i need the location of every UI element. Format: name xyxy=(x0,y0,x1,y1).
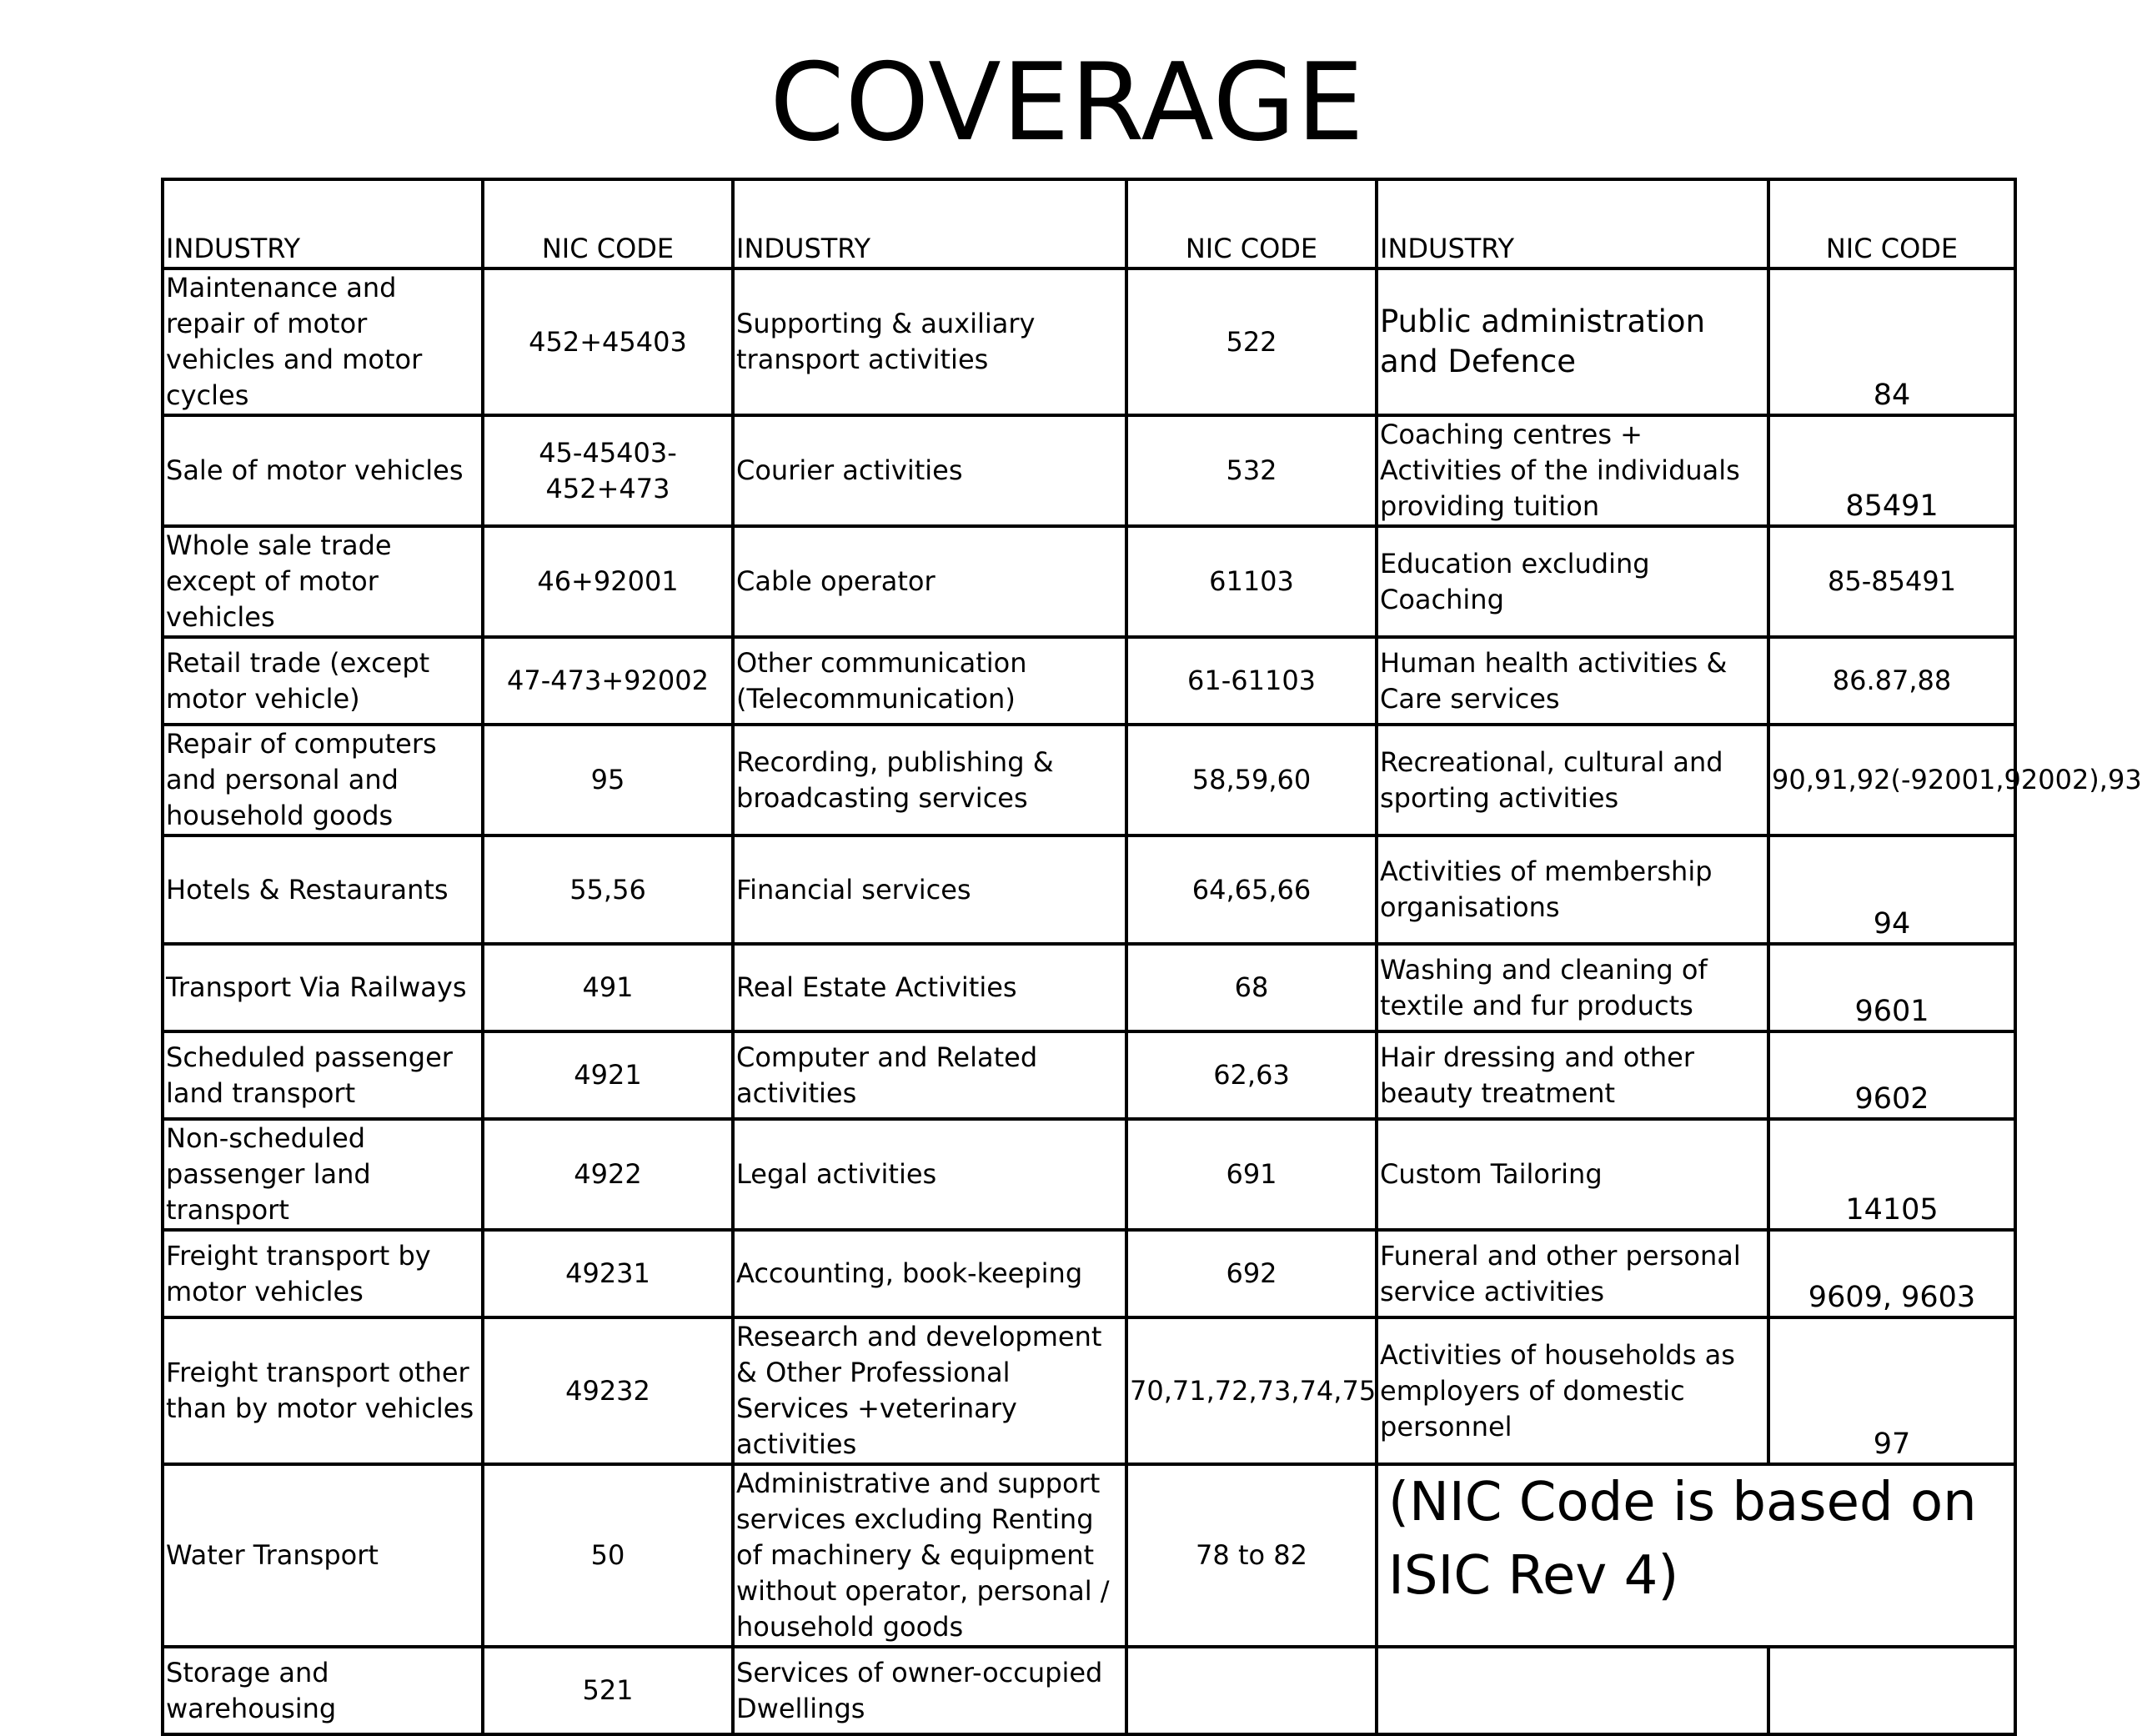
industry-cell: Recreational, cultural and sporting activities xyxy=(1377,725,1768,835)
nic-code-cell: 14105 xyxy=(1768,1119,2015,1230)
nic-code-cell: 84 xyxy=(1768,268,2015,415)
table-row xyxy=(163,1464,2015,1647)
page-title: COVERAGE xyxy=(770,41,1365,165)
nic-code-cell: 64,65,66 xyxy=(1126,835,1377,944)
industry-cell: Whole sale trade except of motor vehicles xyxy=(163,526,483,637)
industry-cell: Freight transport other than by motor vehicles xyxy=(163,1317,483,1464)
nic-code-cell: 49232 xyxy=(483,1317,733,1464)
industry-cell: Custom Tailoring xyxy=(1377,1119,1768,1230)
table-row xyxy=(163,415,2015,526)
table-row xyxy=(163,1230,2015,1317)
nic-code-cell: 45-45403-452+473 xyxy=(483,415,733,526)
nic-code-cell: 85-85491 xyxy=(1768,526,2015,637)
industry-cell: Administrative and support services excluding Renting of machinery & equipment without operator, personal / household goods xyxy=(733,1464,1126,1647)
table-row xyxy=(163,526,2015,637)
industry-cell: Retail trade (except motor vehicle) xyxy=(163,637,483,725)
isic-note: (NIC Code is based on ISIC Rev 4) xyxy=(1377,1464,2015,1647)
nic-code-cell: 90,91,92(-92001,92002),93 xyxy=(1768,725,2015,835)
nic-code-cell xyxy=(1768,1647,2015,1734)
industry-cell: Maintenance and repair of motor vehicles and motor cycles xyxy=(163,268,483,415)
industry-cell: Washing and cleaning of textile and fur products xyxy=(1377,944,1768,1031)
industry-cell: Funeral and other personal service activities xyxy=(1377,1230,1768,1317)
nic-code-cell: 78 to 82 xyxy=(1126,1464,1377,1647)
nic-code-cell xyxy=(1126,1647,1377,1734)
coverage-table xyxy=(161,178,2142,1736)
nic-code-cell: 49231 xyxy=(483,1230,733,1317)
industry-cell: Freight transport by motor vehicles xyxy=(163,1230,483,1317)
industry-cell: Storage and warehousing xyxy=(163,1647,483,1734)
nic-code-cell: 491 xyxy=(483,944,733,1031)
nic-code-cell: 691 xyxy=(1126,1119,1377,1230)
industry-cell xyxy=(1377,1647,1768,1734)
nic-code-cell: 61-61103 xyxy=(1126,637,1377,725)
table-row xyxy=(163,1647,2015,1734)
nic-code-cell: 97 xyxy=(1768,1317,2015,1464)
header-industry: INDUSTRY xyxy=(1377,179,1768,268)
nic-code-cell: 95 xyxy=(483,725,733,835)
nic-code-cell: 61103 xyxy=(1126,526,1377,637)
industry-cell: Real Estate Activities xyxy=(733,944,1126,1031)
industry-cell: Scheduled passenger land transport xyxy=(163,1031,483,1119)
industry-cell: Public administration and Defence xyxy=(1377,268,1768,415)
nic-code-cell: 94 xyxy=(1768,835,2015,944)
industry-cell: Courier activities xyxy=(733,415,1126,526)
header-nic-code: NIC CODE xyxy=(483,179,733,268)
nic-code-cell: 9601 xyxy=(1768,944,2015,1031)
industry-cell: Human health activities & Care services xyxy=(1377,637,1768,725)
nic-code-cell: 4921 xyxy=(483,1031,733,1119)
industry-cell: Cable operator xyxy=(733,526,1126,637)
industry-cell: Coaching centres + Activities of the individuals providing tuition xyxy=(1377,415,1768,526)
nic-code-cell: 9602 xyxy=(1768,1031,2015,1119)
industry-cell: Education excluding Coaching xyxy=(1377,526,1768,637)
industry-cell: Accounting, book-keeping xyxy=(733,1230,1126,1317)
industry-cell: Hotels & Restaurants xyxy=(163,835,483,944)
header-industry: INDUSTRY xyxy=(733,179,1126,268)
nic-code-cell: 85491 xyxy=(1768,415,2015,526)
table-row xyxy=(163,1317,2015,1464)
industry-cell: Computer and Related activities xyxy=(733,1031,1126,1119)
table-row xyxy=(163,637,2015,725)
table-row xyxy=(163,944,2015,1031)
nic-code-cell: 68 xyxy=(1126,944,1377,1031)
nic-code-cell: 4922 xyxy=(483,1119,733,1230)
nic-code-cell: 692 xyxy=(1126,1230,1377,1317)
nic-code-cell: 86.87,88 xyxy=(1768,637,2015,725)
industry-cell: Supporting & auxiliary transport activities xyxy=(733,268,1126,415)
table-row xyxy=(163,1119,2015,1230)
table-row xyxy=(163,268,2015,415)
industry-cell: Activities of households as employers of domestic personnel xyxy=(1377,1317,1768,1464)
table-row xyxy=(163,835,2015,944)
industry-cell: Water Transport xyxy=(163,1464,483,1647)
industry-cell: Transport Via Railways xyxy=(163,944,483,1031)
nic-code-cell: 58,59,60 xyxy=(1126,725,1377,835)
table-row xyxy=(163,1031,2015,1119)
nic-code-cell: 9609, 9603 xyxy=(1768,1230,2015,1317)
table-header-row xyxy=(163,179,2015,268)
nic-code-cell: 532 xyxy=(1126,415,1377,526)
nic-code-cell: 62,63 xyxy=(1126,1031,1377,1119)
industry-cell: Repair of computers and personal and household goods xyxy=(163,725,483,835)
header-nic-code: NIC CODE xyxy=(1768,179,2015,268)
table-row xyxy=(163,725,2015,835)
header-industry: INDUSTRY xyxy=(163,179,483,268)
industry-cell: Services of owner-occupied Dwellings xyxy=(733,1647,1126,1734)
industry-cell: Sale of motor vehicles xyxy=(163,415,483,526)
industry-cell: Legal activities xyxy=(733,1119,1126,1230)
nic-code-cell: 452+45403 xyxy=(483,268,733,415)
industry-cell: Recording, publishing & broadcasting services xyxy=(733,725,1126,835)
nic-code-cell: 70,71,72,73,74,75 xyxy=(1126,1317,1377,1464)
industry-cell: Activities of membership organisations xyxy=(1377,835,1768,944)
industry-cell: Non-scheduled passenger land transport xyxy=(163,1119,483,1230)
industry-cell: Hair dressing and other beauty treatment xyxy=(1377,1031,1768,1119)
nic-code-cell: 55,56 xyxy=(483,835,733,944)
nic-code-cell: 46+92001 xyxy=(483,526,733,637)
industry-cell: Research and development & Other Professional Services +veterinary activities xyxy=(733,1317,1126,1464)
nic-code-cell: 50 xyxy=(483,1464,733,1647)
industry-cell: Other communication (Telecommunication) xyxy=(733,637,1126,725)
header-nic-code: NIC CODE xyxy=(1126,179,1377,268)
nic-code-cell: 521 xyxy=(483,1647,733,1734)
nic-code-cell: 522 xyxy=(1126,268,1377,415)
industry-cell: Financial services xyxy=(733,835,1126,944)
nic-code-cell: 47-473+92002 xyxy=(483,637,733,725)
